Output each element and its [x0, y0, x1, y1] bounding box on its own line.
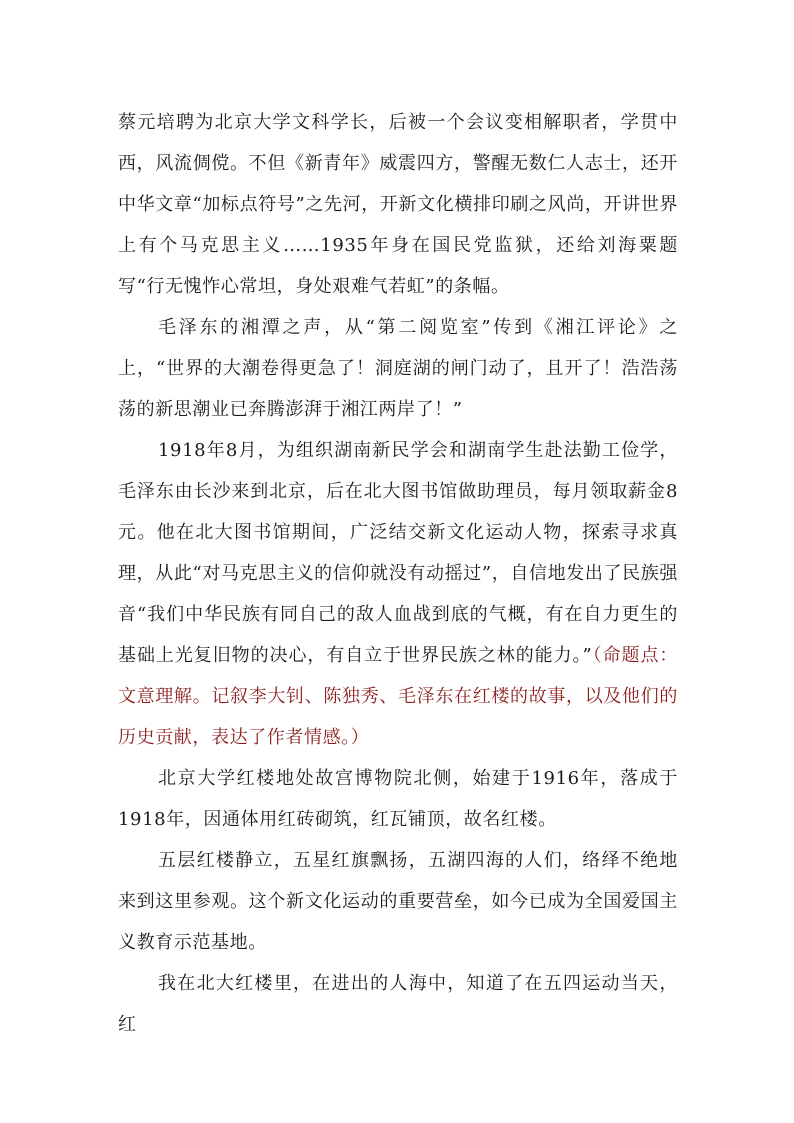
paragraph-mao-xiangtan	[118, 307, 678, 430]
paragraph-five-stories	[118, 840, 678, 963]
paragraph-text: 我在北大红楼里，在进出的人海中，知道了在五四运动当天，红	[118, 973, 678, 1035]
paragraph-text: 五层红楼静立，五星红旗飘扬，五湖四海的人们，络绎不绝地来到这里参观。这个新文化运动的重要营垒，如今已成为全国爱国主义教育示范基地。	[118, 850, 678, 953]
paragraph-text: 1918年8月，为组织湖南新民学会和湖南学生赴法勤工俭学，毛泽东由长沙来到北京，后在北大图书馆做助理员，每月领取薪金8元。他在北大图书馆期间，广泛结交新文化运动人物，探索寻求真理，从此“对马克思主义的信仰就没有动摇过”，自信地发出了民族强音“我们中华民族有同自己的敌人血战到底的气概，有在自力更生的基础上光复旧物的决心，有自立于世界民族之林的能力。”	[118, 440, 678, 666]
paragraph-inside-building	[118, 963, 678, 1045]
paragraph-text: 蔡元培聘为北京大学文科学长，后被一个会议变相解职者，学贯中西，风流倜傥。不但《新青年》威震四方，警醒无数仁人志士，还开中华文章“加标点符号”之先河，开新文化横排印刷之风尚，开讲世界上有个马克思主义……1935年身在国民党监狱，还给刘海粟题写“行无愧怍心常坦，身处艰难气若虹”的条幅。	[118, 112, 678, 297]
paragraph-cai-yuanpei	[118, 102, 678, 307]
paragraph-text: 毛泽东的湘潭之声，从“第二阅览室”传到《湘江评论》之上，“世界的大潮卷得更急了！洞庭湖的闸门动了，且开了！浩浩荡荡的新思潮业已奔腾澎湃于湘江两岸了！”	[118, 317, 678, 420]
paragraph-red-building	[118, 758, 678, 840]
paragraph-text: 北京大学红楼地处故宫博物院北侧，始建于1916年，落成于1918年，因通体用红砖砌筑，红瓦铺顶，故名红楼。	[118, 768, 678, 830]
document-page	[118, 102, 678, 1045]
paragraph-1918	[118, 430, 678, 758]
annotation-note: （命题点：文意理解。记叙李大钊、陈独秀、毛泽东在红楼的故事，以及他们的历史贡献，表达了作者情感。）	[118, 645, 678, 748]
